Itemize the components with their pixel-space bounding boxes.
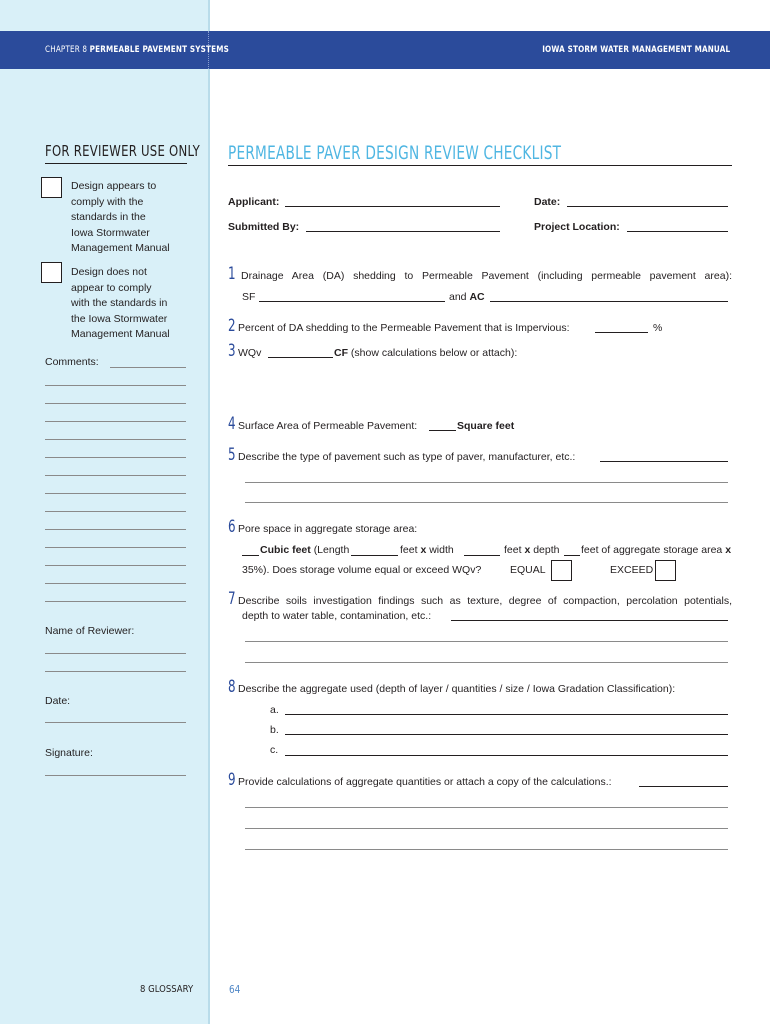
submitted-by-text: Submitted By: [228, 221, 300, 233]
comments-line[interactable] [45, 439, 186, 440]
not-comply-line: the Iowa Stormwater [71, 312, 168, 325]
percent-unit: % [653, 322, 663, 334]
comments-line[interactable] [45, 385, 186, 386]
feet-text: feet [400, 544, 418, 556]
wqv-field[interactable] [268, 357, 333, 358]
length-text: (Length [313, 544, 350, 556]
soils-field[interactable] [451, 620, 728, 621]
checklist-title-rule [228, 165, 732, 166]
comments-line[interactable] [45, 493, 186, 494]
cf-text: CF [334, 347, 348, 359]
project-location-field[interactable] [627, 231, 728, 232]
exceed-checkbox[interactable] [655, 560, 676, 581]
project-location-label [534, 221, 620, 233]
times-text: x [420, 544, 427, 556]
not-comply-line: appear to comply [71, 281, 152, 294]
project-location-text: Project Location: [534, 221, 620, 233]
item-8-b: b. [270, 724, 279, 736]
feet-text: feet [504, 544, 522, 556]
comments-label: Comments: [45, 356, 99, 368]
item-number: 4 [228, 414, 236, 434]
calculations-line[interactable] [245, 828, 728, 829]
sf-field[interactable] [259, 301, 445, 302]
pavement-type-field[interactable] [600, 461, 728, 462]
item-number: 1 [228, 264, 236, 284]
reviewer-name-line[interactable] [45, 671, 186, 672]
item-5-text: Describe the type of pavement such as type of paver, manufacturer, etc.: [238, 451, 576, 463]
cubic-feet-field[interactable] [242, 555, 259, 556]
and-text: and [449, 291, 467, 303]
complies-line: Design appears to [71, 180, 157, 192]
depth-field[interactable] [564, 555, 580, 556]
applicant-label-text: Applicant: [228, 196, 280, 208]
width-text: width [429, 544, 454, 556]
storage-label [581, 544, 731, 556]
ac-field[interactable] [490, 301, 728, 302]
aggregate-a-field[interactable] [285, 714, 728, 715]
comments-line[interactable] [45, 547, 186, 548]
aggregate-c-field[interactable] [285, 755, 728, 756]
chapter-prefix: CHAPTER 8 [45, 45, 88, 55]
complies-line: Iowa Stormwater [71, 226, 150, 239]
item-8-a: a. [270, 704, 279, 716]
calculations-field[interactable] [639, 786, 728, 787]
item-number: 8 [228, 677, 236, 697]
storage-question: 35%). Does storage volume equal or exceed WQv? [242, 564, 482, 576]
applicant-label [228, 196, 279, 208]
reviewer-title-rule [45, 163, 187, 164]
pavement-type-line[interactable] [245, 482, 728, 483]
complies-label [71, 179, 186, 257]
exceed-label: EXCEED [610, 564, 654, 576]
signature-label: Signature: [45, 747, 93, 759]
length-field[interactable] [351, 555, 398, 556]
width-field[interactable] [464, 555, 500, 556]
comments-line[interactable] [45, 511, 186, 512]
comments-line[interactable] [45, 457, 186, 458]
and-label [449, 291, 485, 303]
item-number: 3 [228, 341, 236, 361]
depth-label [504, 544, 559, 556]
storage-text: feet of aggregate storage area [581, 544, 723, 556]
date-label-text: Date: [534, 196, 561, 208]
soils-line[interactable] [245, 662, 728, 663]
submitted-by-label [228, 221, 299, 233]
manual-title: IOWA STORM WATER MANAGEMENT MANUAL [541, 45, 730, 55]
cf-label [334, 347, 517, 359]
depth-text: depth [533, 544, 560, 556]
comments-line[interactable] [45, 403, 186, 404]
chapter-name: PERMEABLE PAVEMENT SYSTEMS [89, 45, 229, 55]
times-text: x [524, 544, 531, 556]
calculations-line[interactable] [245, 807, 728, 808]
item-8-text: Describe the aggregate used (depth of layer / quantities / size / Iowa Gradation Classification): [238, 683, 676, 695]
item-number: 2 [228, 316, 236, 336]
page-number: 64 [229, 984, 241, 996]
reviewer-title: FOR REVIEWER USE ONLY [45, 142, 201, 160]
aggregate-b-field[interactable] [285, 734, 728, 735]
comments-line[interactable] [45, 529, 186, 530]
comments-line[interactable] [45, 565, 186, 566]
chapter-title [45, 45, 229, 55]
square-feet-text: Square feet [457, 420, 515, 432]
submitted-by-field[interactable] [306, 231, 500, 232]
square-feet-unit [457, 420, 514, 432]
item-4-text: Surface Area of Permeable Pavement: [238, 420, 418, 432]
signature-line[interactable] [45, 775, 186, 776]
comments-line[interactable] [45, 583, 186, 584]
review-date-label: Date: [45, 695, 71, 707]
date-label [534, 196, 560, 208]
comments-line[interactable] [110, 367, 186, 368]
comments-line[interactable] [45, 421, 186, 422]
complies-line: comply with the [71, 195, 144, 208]
calculations-line[interactable] [245, 849, 728, 850]
width-label [400, 544, 454, 556]
item-2-text: Percent of DA shedding to the Permeable Pavement that is Impervious: [238, 322, 570, 334]
not-comply-line: Management Manual [71, 328, 170, 340]
header-bar [0, 31, 770, 69]
item-8-c: c. [270, 744, 279, 756]
not-comply-line: Design does not [71, 266, 147, 278]
item-1-text: Drainage Area (DA) shedding to Permeable Pavement (including permeable pavement area): [241, 270, 732, 282]
item-number: 7 [228, 589, 236, 609]
sidebar-edge [208, 0, 210, 1024]
cf-rest-text: (show calculations below or attach): [350, 347, 518, 359]
complies-checkbox[interactable] [41, 177, 62, 198]
item-6-text: Pore space in aggregate storage area: [238, 523, 418, 535]
item-9-text: Provide calculations of aggregate quantities or attach a copy of the calculations.: [238, 776, 612, 788]
comments-line[interactable] [45, 601, 186, 602]
not-comply-label [71, 265, 186, 343]
soils-line[interactable] [245, 641, 728, 642]
review-date-line[interactable] [45, 722, 186, 723]
reviewer-name-label: Name of Reviewer: [45, 625, 135, 637]
item-number: 6 [228, 517, 236, 537]
impervious-field[interactable] [595, 332, 648, 333]
equal-checkbox[interactable] [551, 560, 572, 581]
checklist-title: PERMEABLE PAVER DESIGN REVIEW CHECKLIST [228, 142, 562, 164]
reviewer-name-line[interactable] [45, 653, 186, 654]
item-7-text: Describe soils investigation findings such as texture, degree of compaction, percolation potentials, [238, 595, 732, 607]
equal-label: EQUAL [510, 564, 546, 576]
not-comply-line: with the standards in [71, 297, 168, 309]
ac-text: AC [469, 291, 485, 303]
item-number: 5 [228, 445, 236, 465]
item-7-text-2: depth to water table, contamination, etc.: [242, 610, 432, 622]
complies-line: standards in the [71, 211, 146, 223]
surface-area-field[interactable] [429, 430, 456, 431]
wqv-label: WQv [238, 347, 262, 359]
pavement-type-line[interactable] [245, 502, 728, 503]
date-field[interactable] [567, 206, 728, 207]
comments-line[interactable] [45, 475, 186, 476]
complies-line: Management Manual [71, 242, 170, 254]
glossary-link[interactable]: 8 GLOSSARY [140, 984, 194, 995]
applicant-field[interactable] [285, 206, 500, 207]
item-number: 9 [228, 770, 236, 790]
times-text: x [725, 544, 732, 556]
cubic-feet-label [260, 544, 349, 556]
not-comply-checkbox[interactable] [41, 262, 62, 283]
sf-label: SF [242, 291, 256, 303]
cubic-feet-text: Cubic feet [260, 544, 311, 556]
